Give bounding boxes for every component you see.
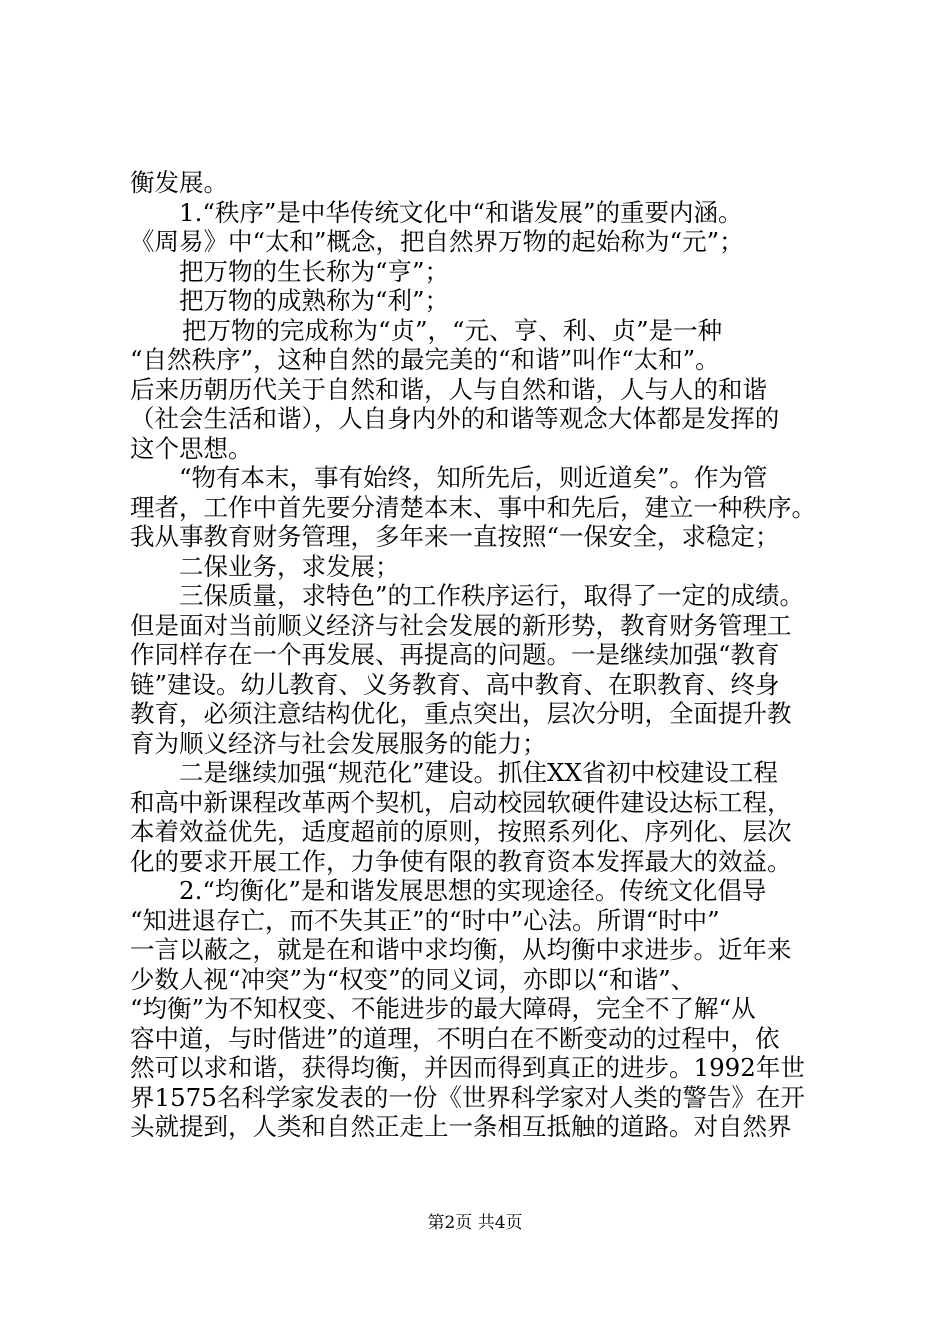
text-line: 衡发展。 bbox=[130, 168, 228, 197]
text-line: 容中道，与时偕进”的道理，不明白在不断变动的过程中，依 bbox=[130, 1023, 780, 1053]
document-body bbox=[130, 168, 830, 1142]
text-line: 本着效益优先，适度超前的原则，按照系列化、序列化、层次 bbox=[130, 817, 792, 846]
text-line: 作同样存在一个再发展、再提高的问题。一是继续加强“教育 bbox=[130, 640, 780, 669]
text-line: 和高中新课程改革两个契机，启动校园软硬件建设达标工程， bbox=[130, 787, 792, 817]
text-line: 这个思想。 bbox=[130, 433, 253, 463]
text-line: 育为顺义经济与社会发展服务的能力； bbox=[130, 728, 547, 758]
text-line: “自然秩序”，这种自然的最完美的“和谐”叫作“太和”。 bbox=[130, 345, 720, 374]
text-line: 然可以求和谐，获得均衡，并因而得到真正的进步。1992年世 bbox=[130, 1053, 805, 1082]
text-line: 一言以蔽之，就是在和谐中求均衡，从均衡中求进步。近年来 bbox=[130, 935, 792, 964]
text-line: “知进退存亡，而不失其正”的“时中”心法。所谓“时中” bbox=[130, 905, 720, 935]
text-line: 但是面对当前顺义经济与社会发展的新形势，教育财务管理工 bbox=[130, 610, 792, 640]
text-line: 1.“秩序”是中华传统文化中“和谐发展”的重要内涵。 bbox=[179, 197, 743, 227]
text-line: 二是继续加强“规范化”建设。抓住XX省初中校建设工程 bbox=[179, 758, 778, 787]
text-line: 二保业务，求发展； bbox=[179, 551, 400, 581]
text-line: 界1575名科学家发表的一份《世界科学家对人类的警告》在开 bbox=[130, 1082, 805, 1112]
page-number: 第2页 共4页 bbox=[427, 1213, 523, 1233]
text-line: 头就提到，人类和自然正走上一条相互抵触的道路。对自然界 bbox=[130, 1112, 792, 1141]
text-line: 少数人视“冲突”为“权变”的同义词，亦即以“和谐”、 bbox=[130, 964, 696, 994]
text-line: 化的要求开展工作，力争使有限的教育资本发挥最大的效益。 bbox=[130, 846, 792, 876]
text-line: 三保质量，求特色”的工作秩序运行，取得了一定的成绩。 bbox=[179, 581, 805, 610]
text-line: 把万物的成熟称为“利”； bbox=[179, 286, 450, 315]
text-line: “物有本末，事有始终，知所先后，则近道矣”。作为管 bbox=[179, 463, 768, 492]
text-line: 《周易》中“太和”概念，把自然界万物的起始称为“元”； bbox=[130, 227, 744, 256]
page-footer bbox=[0, 1213, 950, 1233]
text-line: 我从事教育财务管理，多年来一直按照“一保安全，求稳定； bbox=[130, 522, 780, 551]
text-line: 链”建设。幼儿教育、义务教育、高中教育、在职教育、终身 bbox=[130, 669, 780, 699]
text-line: 把万物的完成称为“贞”，“元、亨、利、贞”是一种 bbox=[182, 315, 723, 345]
text-line: 2.“均衡化”是和谐发展思想的实现途径。传统文化倡导 bbox=[179, 876, 767, 905]
text-line: （社会生活和谐），人自身内外的和谐等观念大体都是发挥的 bbox=[130, 404, 780, 433]
text-line: 教育，必须注意结构优化，重点突出，层次分明，全面提升教 bbox=[130, 699, 792, 728]
text-line: 理者，工作中首先要分清楚本末、事中和先后，建立一种秩序。 bbox=[130, 492, 816, 522]
text-line: “均衡”为不知权变、不能进步的最大障碍，完全不了解“从 bbox=[130, 994, 756, 1023]
text-line: 后来历朝历代关于自然和谐，人与自然和谐，人与人的和谐 bbox=[130, 374, 767, 404]
text-line: 把万物的生长称为“亨”； bbox=[179, 256, 450, 286]
